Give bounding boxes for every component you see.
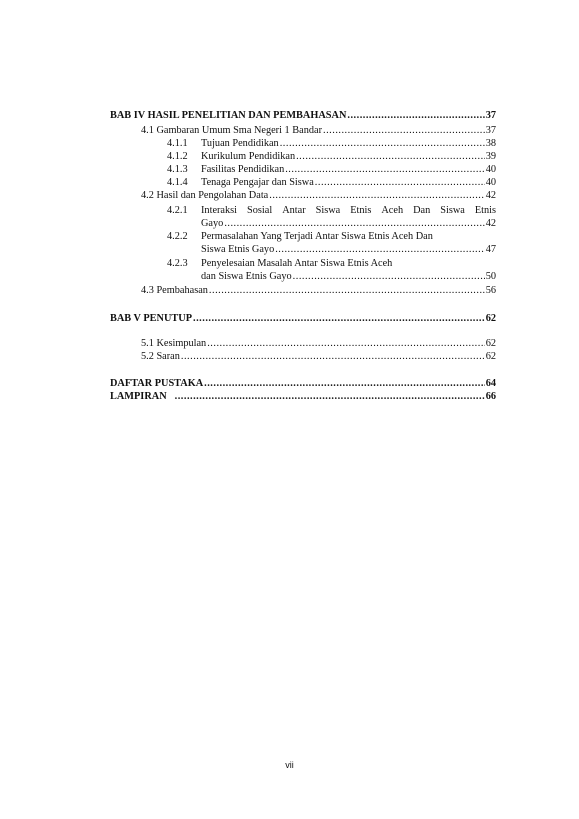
toc-entry-5-1: 5.1 Kesimpulan ..... 62 <box>141 338 496 350</box>
toc-entry-4-2-1-line2: Gayo ..... 42 <box>201 218 496 230</box>
toc-entry-4-2-2-line1: 4.2.2 Permasalahan Yang Terjadi Antar Siswa Etnis Aceh Dan <box>167 231 433 242</box>
toc-entry-bab4: BAB IV HASIL PENELITIAN DAN PEMBAHASAN ..... 37 <box>110 110 496 122</box>
toc-entry-lampiran: LAMPIRAN ..... 66 <box>110 391 496 403</box>
toc-entry-4-2-3-line2: dan Siswa Etnis Gayo ..... 50 <box>201 271 496 283</box>
toc-entry-4-2: 4.2 Hasil dan Pengolahan Data ..... 42 <box>141 190 496 202</box>
toc-entry-4-1-1: 4.1.1 Tujuan Pendidikan ..... 38 <box>167 138 496 150</box>
toc-entry-5-2: 5.2 Saran ..... 62 <box>141 351 496 363</box>
toc-entry-4-1-2: 4.1.2 Kurikulum Pendidikan ..... 39 <box>167 151 496 163</box>
toc-entry-4-2-2-line2: Siswa Etnis Gayo ..... 47 <box>201 244 496 256</box>
toc-entry-4-1-3: 4.1.3 Fasilitas Pendidikan ..... 40 <box>167 164 496 176</box>
toc-entry-daftar-pustaka: DAFTAR PUSTAKA ..... 64 <box>110 378 496 390</box>
toc-entry-4-1: 4.1 Gambaran Umum Sma Negeri 1 Bandar ..... 37 <box>141 125 496 137</box>
page-number: vii <box>285 760 294 770</box>
toc-entry-bab5: BAB V PENUTUP ..... 62 <box>110 313 496 325</box>
toc-entry-4-2-1-line1: 4.2.1 Interaksi Sosial Antar Siswa Etnis Aceh Dan Siswa Etnis <box>167 205 496 216</box>
toc-entry-4-2-3-line1: 4.2.3 Penyelesaian Masalah Antar Siswa Etnis Aceh <box>167 258 393 269</box>
toc-entry-4-1-4: 4.1.4 Tenaga Pengajar dan Siswa ..... 40 <box>167 177 496 189</box>
toc-entry-4-3: 4.3 Pembahasan ..... 56 <box>141 285 496 297</box>
